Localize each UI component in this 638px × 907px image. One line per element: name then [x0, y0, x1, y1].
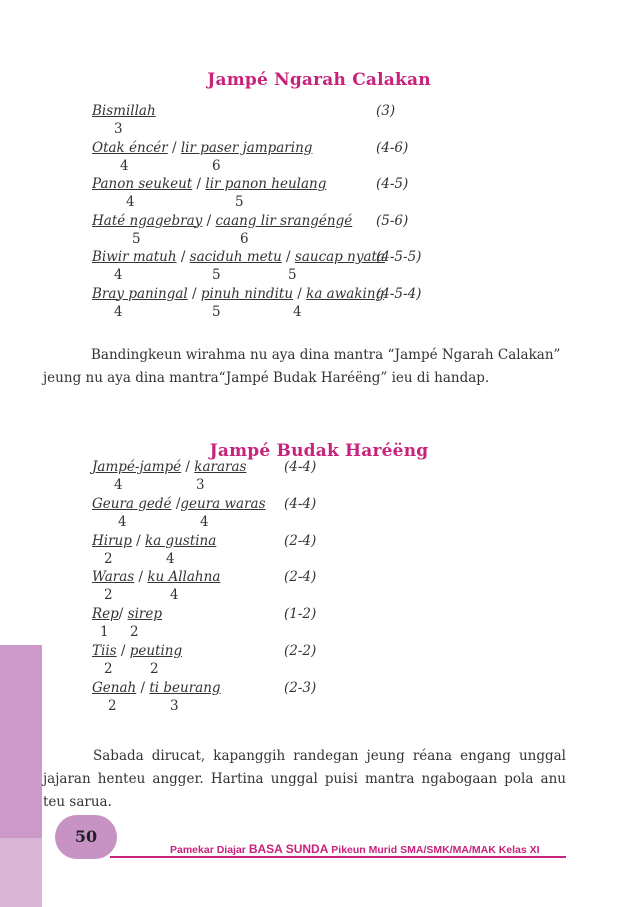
poem-phrase: Bismillah: [92, 103, 156, 119]
syllable-count: 4: [166, 550, 175, 567]
poem-phrase: peuting: [129, 643, 183, 659]
poem-line: [92, 533, 216, 549]
syllable-count: 1: [100, 624, 109, 641]
syllable-count: 4: [293, 303, 302, 320]
syllable-count: 5: [235, 194, 244, 210]
syllable-pattern: (2-3): [284, 679, 317, 696]
syllable-count: 5: [212, 303, 221, 320]
phrase-separator: /: [187, 285, 201, 302]
poem-phrase: Otak éncér: [92, 139, 168, 156]
sidebar-color-strip-lower: [0, 838, 42, 907]
poem-phrase: geura waras: [180, 495, 266, 512]
phrase-separator: /: [136, 679, 150, 696]
poem-phrase: Bray paningal: [92, 285, 188, 302]
poem-phrase: Biwir matuh: [92, 249, 177, 265]
syllable-pattern: (4-4): [284, 459, 317, 475]
poem-phrase: ti beurang: [149, 679, 221, 696]
syllable-pattern: (2-2): [284, 643, 317, 659]
footer-subject: BASA SUNDA: [248, 842, 329, 856]
syllable-count: 4: [126, 194, 135, 210]
section1-title: Jampé Ngarah Calakan: [207, 70, 431, 90]
syllable-count: 3: [196, 477, 205, 493]
paragraph-2-line-1: Sabada dirucat, kapanggih randegan jeung réana engang unggal: [93, 748, 566, 764]
syllable-count: 2: [104, 587, 113, 604]
phrase-separator: /: [192, 176, 206, 192]
phrase-separator: /: [181, 459, 195, 475]
syllable-count: 4: [118, 513, 127, 530]
poem-line: [92, 569, 220, 585]
poem-phrase: Hirup: [92, 532, 132, 549]
poem-phrase: Rep: [92, 606, 119, 623]
paragraph-2: [43, 745, 566, 814]
poem-phrase: ka gustina: [145, 532, 217, 549]
poem-line: [92, 249, 385, 265]
poem-phrase: saciduh metu: [189, 249, 282, 265]
syllable-count: 4: [114, 477, 123, 493]
syllable-count: 2: [104, 550, 113, 567]
poem-phrase: pinuh ninditu: [200, 285, 294, 302]
poem-line: [92, 606, 162, 622]
phrase-separator: /: [293, 285, 307, 302]
syllable-count: 3: [170, 697, 179, 714]
syllable-pattern: (2-4): [284, 569, 317, 586]
page-number-badge: 50: [55, 815, 117, 859]
syllable-pattern: (4-4): [284, 495, 317, 512]
syllable-count: 4: [200, 513, 209, 530]
footer-rule: [110, 856, 566, 858]
poem-line: [92, 103, 156, 119]
paragraph-2-line-2: jajaran henteu angger. Hartina unggal puisi mantra ngabogaan pola anu: [43, 771, 566, 787]
poem-phrase: Tiis: [92, 643, 117, 659]
syllable-count: 2: [104, 661, 113, 677]
paragraph-1-line-1: Bandingkeun wirahma nu aya dina mantra “Jampé Ngarah Calakan”: [91, 347, 561, 363]
poem-line: [92, 680, 221, 696]
poem-phrase: Panon seukeut: [92, 176, 193, 192]
syllable-count: 4: [120, 157, 129, 174]
syllable-count: 5: [212, 267, 221, 283]
poem-phrase: Jampé-jampé: [92, 459, 182, 475]
footer-suffix: Pikeun Murid SMA/SMK/MA/MAK Kelas XI: [331, 844, 540, 856]
phrase-separator: /: [167, 139, 181, 156]
phrase-separator: /: [171, 495, 181, 512]
poem-phrase: sirep: [127, 606, 162, 623]
syllable-count: 2: [130, 624, 139, 641]
poem-line: [92, 213, 352, 229]
footer-book-title: [170, 842, 540, 856]
syllable-count: 3: [114, 121, 123, 137]
syllable-count: 5: [132, 230, 141, 247]
poem-phrase: kararas: [194, 459, 247, 475]
syllable-pattern: (4-5-4): [376, 285, 422, 302]
paragraph-1-line-2: jeung nu aya dina mantra“Jampé Budak Haréëng” ieu di handap.: [43, 370, 490, 386]
poem-phrase: caang lir srangéngé: [215, 212, 353, 229]
syllable-pattern: (2-4): [284, 532, 317, 549]
syllable-pattern: (4-6): [376, 139, 409, 156]
poem-line: [92, 459, 246, 475]
sidebar-color-strip: [0, 645, 42, 907]
phrase-separator: /: [118, 606, 128, 623]
poem-phrase: ku Allahna: [147, 569, 221, 586]
syllable-pattern: (4-5-5): [376, 249, 422, 265]
poem-line: [92, 286, 384, 302]
syllable-count: 2: [150, 661, 159, 677]
paragraph-2-line-3: teu sarua.: [43, 794, 112, 810]
phrase-separator: /: [281, 249, 295, 265]
poem-phrase: ka awaking: [306, 285, 385, 302]
syllable-count: 4: [114, 267, 123, 283]
syllable-count: 6: [212, 157, 221, 174]
poem-phrase: Geura gedé: [92, 495, 172, 512]
syllable-pattern: (1-2): [284, 606, 317, 623]
poem-phrase: lir panon heulang: [205, 176, 327, 192]
poem-phrase: lir paser jamparing: [180, 139, 313, 156]
syllable-pattern: (4-5): [376, 176, 409, 192]
poem-line: [92, 643, 182, 659]
syllable-count: 2: [108, 697, 117, 714]
syllable-count: 4: [170, 587, 179, 604]
phrase-separator: /: [134, 569, 148, 586]
phrase-separator: /: [131, 532, 146, 549]
syllable-pattern: (5-6): [376, 212, 409, 229]
phrase-separator: /: [116, 643, 130, 659]
poem-phrase: Genah: [92, 679, 137, 696]
poem-phrase: Waras: [92, 569, 135, 586]
footer-prefix: Pamekar Diajar: [170, 844, 246, 856]
syllable-count: 4: [114, 303, 123, 320]
paragraph-1: [43, 344, 566, 390]
poem-line: [92, 140, 312, 156]
poem-phrase: saucap nyata: [294, 249, 385, 265]
syllable-count: 5: [288, 267, 297, 283]
poem-line: [92, 496, 266, 512]
phrase-separator: /: [176, 249, 190, 265]
section2-title: Jampé Budak Haréëng: [209, 441, 429, 461]
poem-line: [92, 176, 326, 192]
poem-phrase: Haté ngagebray: [92, 212, 203, 229]
syllable-pattern: (3): [376, 103, 396, 119]
syllable-count: 6: [240, 230, 249, 247]
phrase-separator: /: [202, 212, 216, 229]
